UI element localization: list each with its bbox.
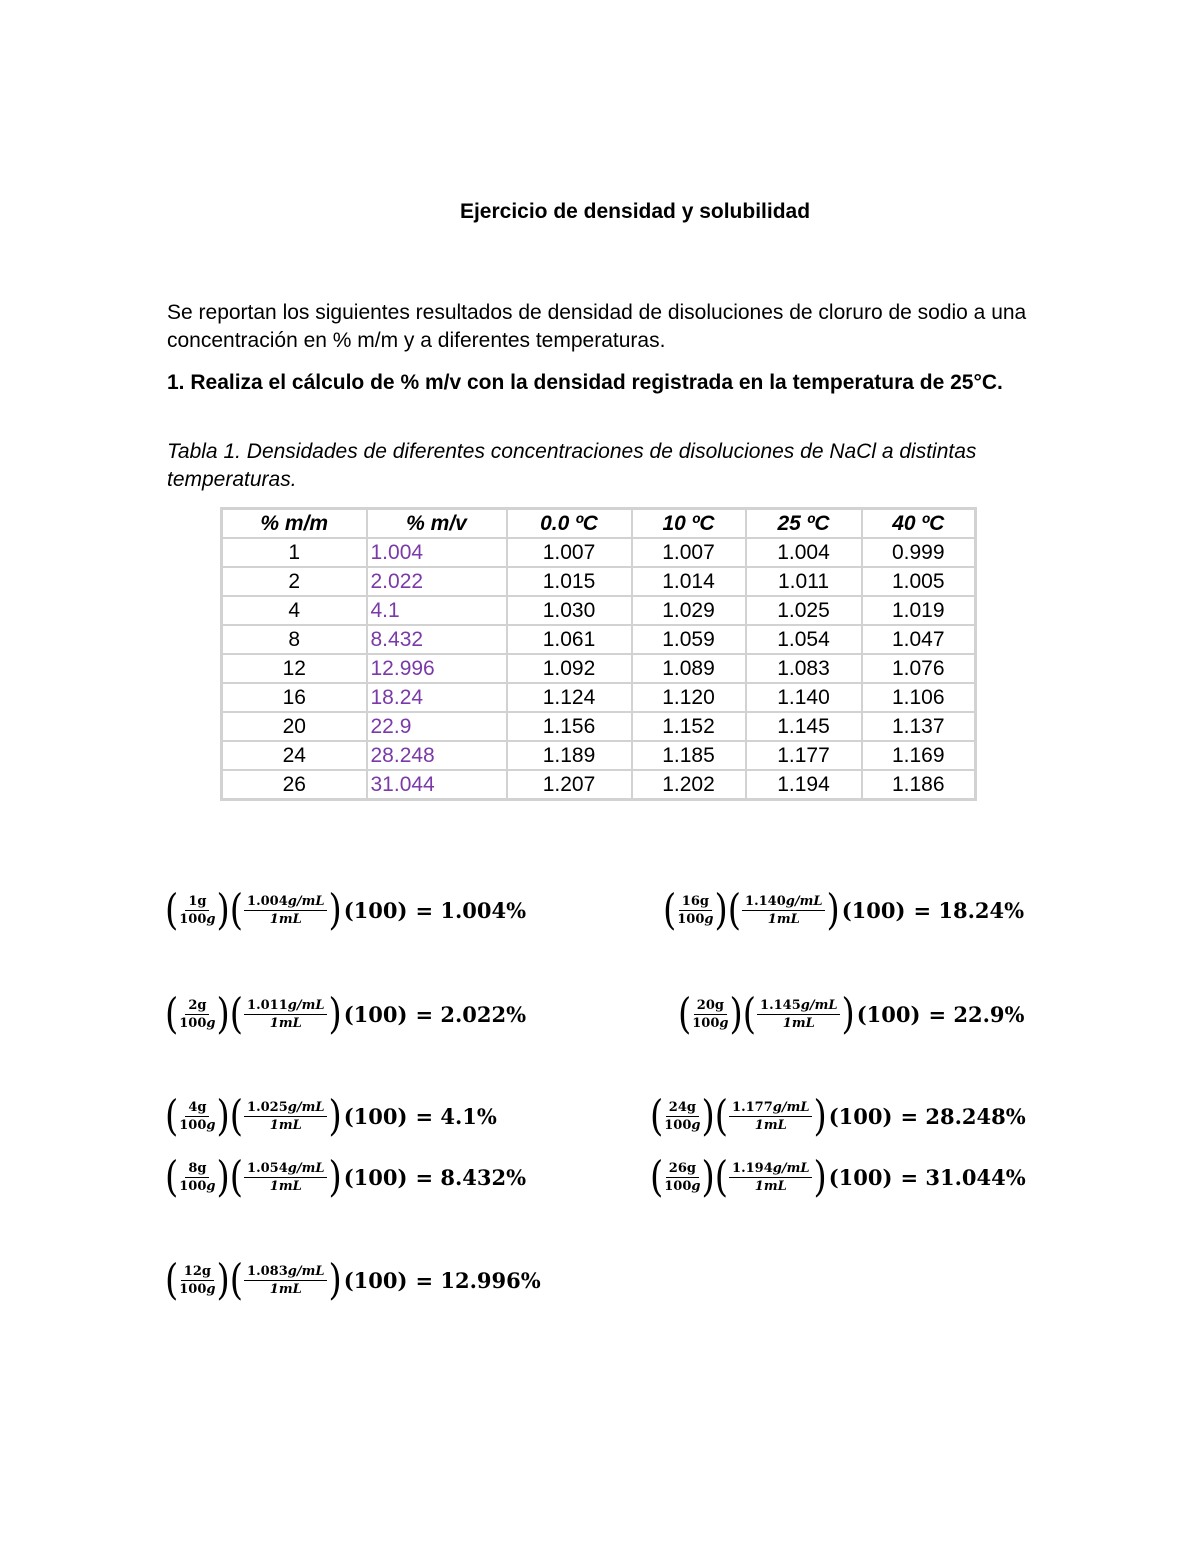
table-row [222,596,976,625]
unit: g [691,1178,701,1194]
table-row [222,683,976,712]
header-mm: % m/m [222,509,367,539]
base: 100 [664,1117,692,1133]
density-unit: g/mL [287,1263,325,1279]
base: 100 [179,1117,207,1133]
table-cell: 22.9 [367,712,507,741]
table-cell: 4 [222,596,367,625]
table-cell: 20 [222,712,367,741]
table-cell: 28.248 [367,741,507,770]
table-cell: 2.022 [367,567,507,596]
unit: g [691,1117,701,1133]
factor: (100) [343,897,408,923]
table-cell: 1.169 [862,741,976,770]
density: 1.145 [760,997,801,1013]
equation: ( $\frac{1g}{100g}$ ) ( $\frac{1.004g/mL}{1mL}$ ) (100) = 1.004% [165,885,527,935]
equation: ( $\frac{2g}{100g}$ ) ( $\frac{1.011g/mL}{1mL}$ ) (100) = 2.022% [165,989,527,1039]
table-cell: 1.029 [632,596,746,625]
equation: ( $\frac{4g}{100g}$ ) ( $\frac{1.025g/mL}{1mL}$ ) (100) = 4.1% [165,1091,497,1141]
mass: 24g [666,1100,699,1117]
table-cell: 1.145 [746,712,862,741]
intro-paragraph: Se reportan los siguientes resultados de densidad de disoluciones de cloruro de sodio a una concentración en % m/m y a diferentes temperaturas. [167,301,1027,352]
result: = 12.996% [415,1267,541,1293]
table-cell: 1.014 [632,567,746,596]
table-cell: 0.999 [862,538,976,567]
density: 1.083 [247,1263,288,1279]
header-40c: 40 ºC [862,509,976,539]
equation: ( $\frac{24g}{100g}$ ) ( $\frac{1.177g/mL}{1mL}$ ) (100) = 28.248% [650,1091,1026,1141]
volume: 1mL [754,1117,787,1133]
table-cell: 26 [222,770,367,800]
density-unit: g/mL [287,1160,325,1176]
table-cell: 1.054 [746,625,862,654]
unit: g [206,1117,216,1133]
table-cell: 1.152 [632,712,746,741]
result: = 1.004% [415,897,527,923]
unit: g [206,911,216,927]
factor: (100) [828,1103,893,1129]
table-cell: 1.120 [632,683,746,712]
header-mv: % m/v [367,509,507,539]
volume: 1mL [754,1178,787,1194]
mass: 8g [185,1161,209,1178]
equation: ( $\frac{8g}{100g}$ ) ( $\frac{1.054g/mL}{1mL}$ ) (100) = 8.432% [165,1152,527,1202]
density-unit: g/mL [287,1099,325,1115]
volume: 1mL [782,1015,815,1031]
table-cell: 1 [222,538,367,567]
table-row [222,538,976,567]
base: 100 [692,1015,720,1031]
header-0c: 0.0 ºC [507,509,632,539]
table-cell: 12 [222,654,367,683]
equation: ( $\frac{12g}{100g}$ ) ( $\frac{1.083g/mL}{1mL}$ ) (100) = 12.996% [165,1255,541,1305]
density: 1.004 [247,893,288,909]
table-cell: 18.24 [367,683,507,712]
table-cell: 1.004 [746,538,862,567]
table-cell: 1.011 [746,567,862,596]
table-cell: 2 [222,567,367,596]
table-cell: 1.186 [862,770,976,800]
table-cell: 1.185 [632,741,746,770]
table-cell: 1.194 [746,770,862,800]
table-cell: 1.106 [862,683,976,712]
density-table [220,507,977,801]
table-cell: 1.202 [632,770,746,800]
density: 1.011 [247,997,288,1013]
table-cell: 1.092 [507,654,632,683]
base: 100 [179,911,207,927]
table-row [222,770,976,800]
unit: g [206,1015,216,1031]
base: 100 [179,1178,207,1194]
result: = 2.022% [415,1001,527,1027]
table-row [222,654,976,683]
base: 100 [664,1178,692,1194]
mass: 1g [185,894,209,911]
factor: (100) [841,897,906,923]
density-unit: g/mL [772,1160,810,1176]
density-unit: g/mL [287,997,325,1013]
table-cell: 1.005 [862,567,976,596]
table-row [222,712,976,741]
table-cell: 1.047 [862,625,976,654]
volume: 1mL [269,1015,302,1031]
unit: g [704,911,714,927]
factor: (100) [343,1267,408,1293]
table-cell: 1.004 [367,538,507,567]
mass: 12g [181,1264,214,1281]
table-cell: 1.030 [507,596,632,625]
density: 1.194 [732,1160,773,1176]
volume: 1mL [269,1117,302,1133]
table-cell: 4.1 [367,596,507,625]
table-cell: 8 [222,625,367,654]
density-unit: g/mL [772,1099,810,1115]
result: = 18.24% [913,897,1025,923]
table-cell: 1.007 [632,538,746,567]
result: = 8.432% [415,1164,527,1190]
table-cell: 12.996 [367,654,507,683]
table-cell: 24 [222,741,367,770]
base: 100 [179,1281,207,1297]
result: = 28.248% [900,1103,1026,1129]
table-cell: 1.015 [507,567,632,596]
factor: (100) [856,1001,921,1027]
table-cell: 1.207 [507,770,632,800]
mass: 4g [185,1100,209,1117]
table-cell: 1.137 [862,712,976,741]
table-cell: 1.076 [862,654,976,683]
result: = 31.044% [900,1164,1026,1190]
volume: 1mL [269,1281,302,1297]
density: 1.140 [745,893,786,909]
mass: 2g [185,998,209,1015]
unit: g [206,1281,216,1297]
base: 100 [677,911,705,927]
unit: g [719,1015,729,1031]
density-unit: g/mL [785,893,823,909]
table-cell: 8.432 [367,625,507,654]
base: 100 [179,1015,207,1031]
result: = 4.1% [415,1103,497,1129]
factor: (100) [343,1103,408,1129]
density-unit: g/mL [800,997,838,1013]
factor: (100) [343,1164,408,1190]
table-cell: 16 [222,683,367,712]
table-row [222,625,976,654]
table-cell: 1.140 [746,683,862,712]
unit: g [206,1178,216,1194]
mass: 20g [694,998,727,1015]
density: 1.177 [732,1099,773,1115]
density: 1.054 [247,1160,288,1176]
table-cell: 1.083 [746,654,862,683]
table-cell: 1.124 [507,683,632,712]
table-cell: 1.019 [862,596,976,625]
table-row [222,567,976,596]
table-cell: 1.089 [632,654,746,683]
table-cell: 1.025 [746,596,862,625]
factor: (100) [828,1164,893,1190]
table-cell: 1.059 [632,625,746,654]
equation: ( $\frac{20g}{100g}$ ) ( $\frac{1.145g/mL}{1mL}$ ) (100) = 22.9% [678,989,1025,1039]
table-cell: 1.061 [507,625,632,654]
document-title: Ejercicio de densidad y solubilidad [459,200,811,223]
volume: 1mL [767,911,800,927]
mass: 16g [679,894,712,911]
mass: 26g [666,1161,699,1178]
volume: 1mL [269,1178,302,1194]
question-1: 1. Realiza el cálculo de % m/v con la densidad registrada en la temperatura de 25°C. [167,371,1003,394]
equation: ( $\frac{26g}{100g}$ ) ( $\frac{1.194g/mL}{1mL}$ ) (100) = 31.044% [650,1152,1026,1202]
table-cell: 1.156 [507,712,632,741]
density: 1.025 [247,1099,288,1115]
table-cell: 31.044 [367,770,507,800]
header-10c: 10 ºC [632,509,746,539]
factor: (100) [343,1001,408,1027]
equation: ( $\frac{16g}{100g}$ ) ( $\frac{1.140g/mL}{1mL}$ ) (100) = 18.24% [663,885,1025,935]
density-unit: g/mL [287,893,325,909]
header-25c: 25 ºC [746,509,862,539]
volume: 1mL [269,911,302,927]
table-cell: 1.189 [507,741,632,770]
table-header-row [222,509,976,539]
table-row [222,741,976,770]
table-cell: 1.007 [507,538,632,567]
result: = 22.9% [928,1001,1025,1027]
table-cell: 1.177 [746,741,862,770]
table-caption: Tabla 1. Densidades de diferentes concentraciones de disoluciones de NaCl a distintas temperaturas. [167,440,977,491]
